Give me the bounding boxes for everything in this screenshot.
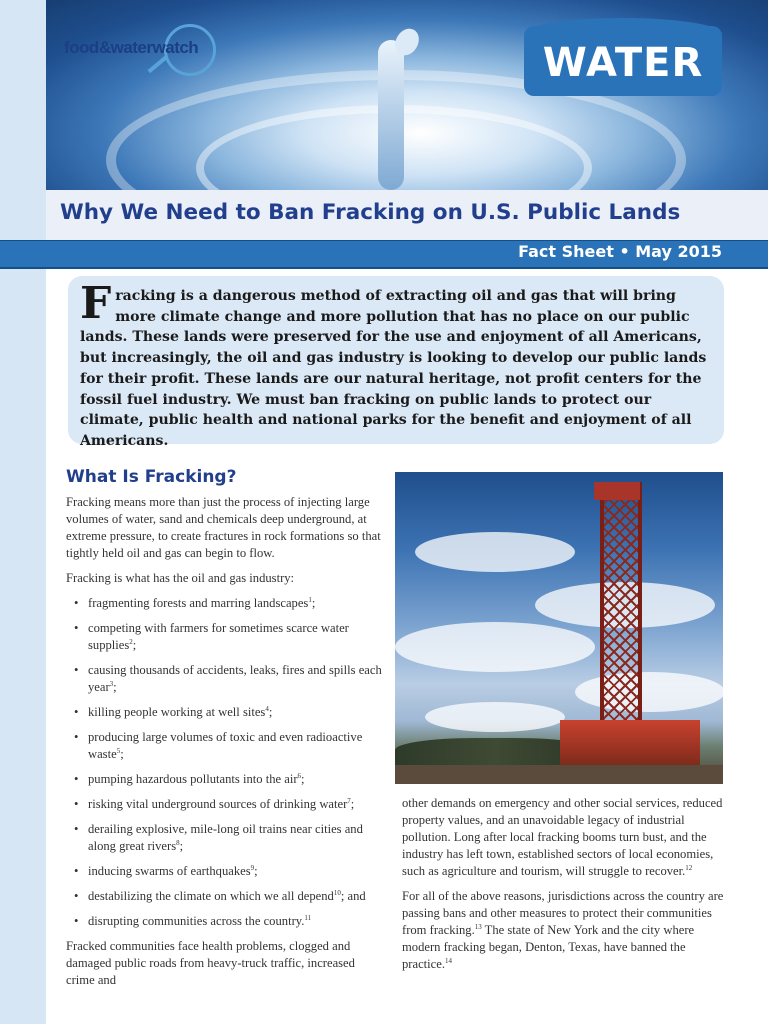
logo-wordmark: food&waterwatch [64,38,199,57]
drop-cap: F [80,278,112,329]
footnote-ref: 13 [474,922,482,931]
water-splash-column [378,40,404,190]
paragraph-bans: For all of the above reasons, jurisdictions across the country are passing bans and other measures to protect their communities from fracking.$^{13}$ The state of New York and the city where modern fracking began, Denton, Texas, have banned the practice.$^{14}$ [402,889,724,971]
list-item: • derailing explosive, mile-long oil trains near cities and along great rivers$^8$; [66,821,386,855]
left-margin-strip [0,0,46,1024]
footnote-ref: 10 [333,888,341,897]
footnote-ref: 11 [304,913,312,922]
rig-base-platform [560,720,700,768]
left-column [66,494,386,997]
impact-list [66,595,386,930]
paragraph-definition: Fracking means more than just the process of injecting large volumes of water, sand and chemicals deep underground, at extreme pressure, to create fractures in rock formations so that tightly held oil and gas can begin to flow. [66,495,381,560]
list-item: • disrupting communities across the country.$^{11}$ [66,913,386,930]
cloud [575,672,723,712]
paragraph-communities: Fracked communities face health problems, clogged and damaged public roads from heavy-truck traffic, increased crime and [66,939,355,987]
footnote-ref: 14 [445,956,452,965]
footnote-ref: 2 [129,637,133,646]
footnote-ref: 1 [308,595,312,604]
cloud [395,622,595,672]
footnote-ref: 8 [176,838,180,847]
list-item: • pumping hazardous pollutants into the air$^6$; [66,771,386,788]
page-title: Why We Need to Ban Fracking on U.S. Public Lands [60,200,681,225]
list-item: • risking vital underground sources of drinking water$^7$; [66,796,386,813]
list-item: • killing people working at well sites$^4$; [66,704,386,721]
list-item: • competing with farmers for sometimes scarce water supplies$^2$; [66,620,386,654]
paragraph-list-intro: Fracking is what has the oil and gas industry: [66,571,295,585]
footnote-ref: 4 [265,704,269,713]
footnote-ref: 7 [347,796,351,805]
footnote-ref: 6 [297,771,302,780]
intro-paragraph [80,278,712,452]
footnote-ref: 5 [116,746,121,755]
list-item: • fragmenting forests and marring landscapes$^1$; [66,595,386,612]
footnote-ref: 3 [109,679,114,688]
paragraph-impacts: other demands on emergency and other social services, reduced property values, and an unavoidable legacy of industrial pollution. Long after local fracking booms turn bust, and the industry has left town, established sectors of local economies, such as agriculture and tourism, will struggle to recover.$^{12}$ [402,796,723,878]
list-item: • producing large volumes of toxic and even radioactive waste$^5$; [66,729,386,763]
ground [395,765,723,784]
section-heading: What Is Fracking? [66,467,237,487]
water-category-badge [524,26,722,96]
list-item: • inducing swarms of earthquakes$^9$; [66,863,386,880]
food-and-water-watch-logo [64,24,214,84]
footnote-ref: 9 [250,863,255,872]
list-item: • destabilizing the climate on which we all depend$^{10}$; and [66,888,386,905]
water-badge-label: WATER [542,40,704,86]
intro-text: racking is a dangerous method of extracting oil and gas that will bring more climate change and more pollution that has no place on our public lands. These lands were preserved for the use and enjoyment of all Americans, but increasingly, the oil and gas industry is looking to develop our public lands for their profit. These lands are our natural heritage, not profit centers for the fossil fuel industry. We must ban fracking on public lands to protect our climate, public health and national parks for the benefit and enjoyment of all Americans. [80,288,707,449]
footnote-ref: 12 [685,863,693,872]
fact-sheet-date: Fact Sheet • May 2015 [518,242,722,261]
list-item: • causing thousands of accidents, leaks, fires and spills each year$^3$; [66,662,386,696]
right-column [402,795,724,981]
cloud [415,532,575,572]
rig-crown [594,482,640,500]
cloud [425,702,565,732]
rig-derrick [600,482,642,742]
